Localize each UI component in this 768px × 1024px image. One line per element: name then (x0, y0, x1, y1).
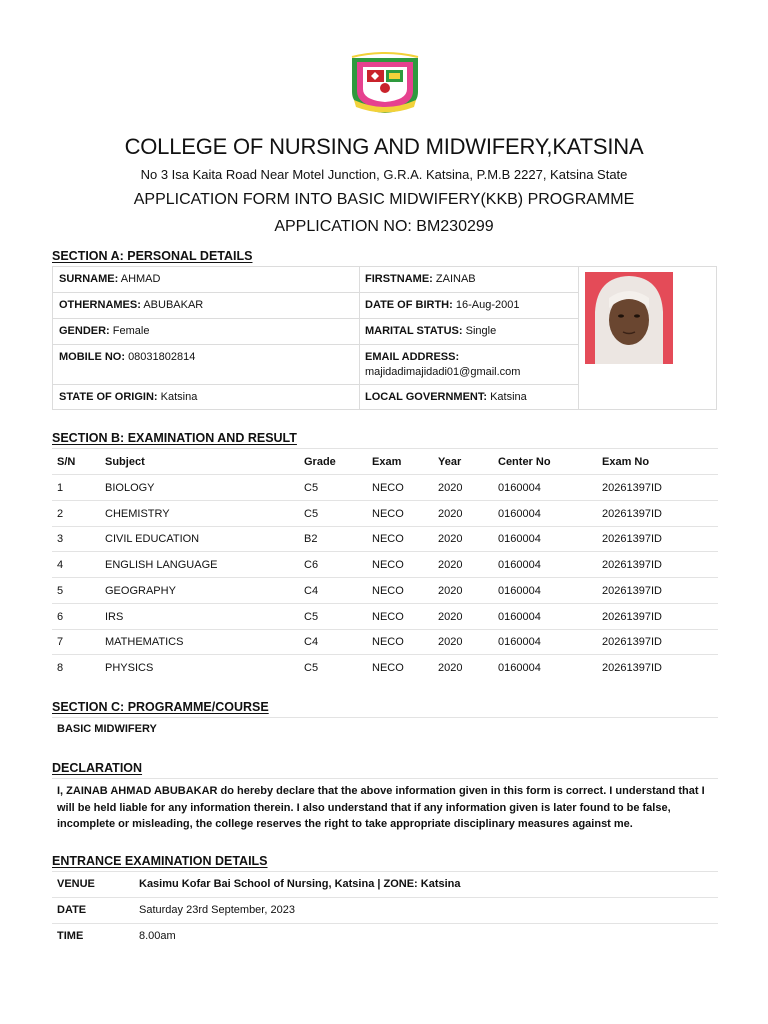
time-value: 8.00am (139, 930, 176, 942)
table-cell: 0160004 (498, 559, 541, 572)
gender-cell: GENDER: Female (53, 319, 359, 345)
table-cell: 2020 (438, 610, 463, 623)
table-cell: 0160004 (498, 507, 541, 520)
time-label: TIME (57, 930, 84, 942)
table-row (52, 552, 718, 578)
table-cell: GEOGRAPHY (105, 584, 176, 597)
state-of-origin-cell: STATE OF ORIGIN: Katsina (59, 391, 198, 403)
othernames-cell: OTHERNAMES: ABUBAKAR (53, 293, 359, 319)
table-cell: C5 (304, 507, 319, 520)
table-cell: 20261397ID (602, 584, 662, 597)
table-cell: C4 (304, 584, 319, 597)
section-c-heading: SECTION C: PROGRAMME/COURSE (52, 700, 269, 714)
table-cell: 8 (57, 661, 64, 674)
table-cell: PHYSICS (105, 661, 154, 674)
table-cell: 20261397ID (602, 533, 662, 546)
time-row (52, 924, 718, 949)
venue-value: Kasimu Kofar Bai School of Nursing, Katsina | ZONE: Katsina (139, 878, 461, 890)
table-cell: 0160004 (498, 482, 541, 494)
table-cell: 20261397ID (602, 636, 662, 649)
table-cell: NECO (372, 661, 404, 674)
date-value: Saturday 23rd September, 2023 (139, 904, 295, 916)
college-name: COLLEGE OF NURSING AND MIDWIFERY,KATSINA (124, 134, 644, 159)
column-header: Grade (304, 456, 336, 468)
table-cell: CIVIL EDUCATION (105, 533, 200, 546)
table-row (52, 526, 718, 552)
table-cell: 0160004 (498, 661, 541, 674)
table-row (52, 578, 718, 604)
table-cell: NECO (372, 636, 404, 649)
results-header-row (52, 449, 718, 475)
column-header: Year (438, 456, 462, 468)
table-cell: 20261397ID (602, 559, 662, 572)
table-cell: 7 (57, 636, 64, 649)
table-cell: B2 (304, 533, 318, 546)
table-cell: 0160004 (498, 533, 541, 546)
programme-value: BASIC MIDWIFERY (57, 723, 157, 735)
table-cell: 2020 (438, 482, 463, 494)
section-b-heading: SECTION B: EXAMINATION AND RESULT (52, 431, 297, 445)
table-cell: NECO (372, 584, 404, 597)
table-cell: 2020 (438, 559, 463, 572)
table-cell: 0160004 (498, 636, 541, 649)
table-cell: NECO (372, 482, 404, 494)
applicant-photo (585, 272, 673, 364)
table-cell: 0160004 (498, 584, 541, 597)
table-cell: 2020 (438, 636, 463, 649)
surname-cell: SURNAME: AHMAD (53, 267, 359, 293)
table-cell: MATHEMATICS (105, 636, 184, 649)
table-cell: 2020 (438, 507, 463, 520)
column-header: S/N (57, 456, 76, 468)
firstname-cell: FIRSTNAME: ZAINAB (359, 267, 578, 293)
email-cell: EMAIL ADDRESS: majidadimajidadi01@gmail.com (359, 345, 578, 385)
mobile-cell: MOBILE NO: 08031802814 (53, 345, 359, 385)
table-row (52, 501, 718, 527)
table-cell: NECO (372, 559, 404, 572)
table-cell: C5 (304, 661, 319, 674)
table-cell: NECO (372, 610, 404, 623)
table-cell: C5 (304, 610, 319, 623)
table-cell: 2020 (438, 533, 463, 546)
table-cell: IRS (105, 610, 124, 623)
table-cell: 2020 (438, 584, 463, 597)
table-cell: 3 (57, 533, 64, 546)
table-cell: NECO (372, 507, 404, 520)
table-cell: 2020 (438, 661, 463, 674)
table-cell: C5 (304, 482, 319, 494)
dob-cell: DATE OF BIRTH: 16-Aug-2001 (359, 293, 578, 319)
table-cell: BIOLOGY (105, 482, 155, 494)
table-cell: 20261397ID (602, 507, 662, 520)
column-header: Exam No (602, 456, 650, 468)
marital-status-cell: MARITAL STATUS: Single (359, 319, 578, 345)
table-row (52, 604, 718, 630)
entrance-heading: ENTRANCE EXAMINATION DETAILS (52, 854, 268, 868)
declaration-text: I, ZAINAB AHMAD ABUBAKAR do hereby declare that the above information given in this form is correct. I understand that I will be held liable for any information therein. I also understand that if any information given is later found to be false, incomplete or misleading, the college reserves the right to take appropriate disciplinary measures against me. (57, 785, 705, 830)
table-cell: 20261397ID (602, 482, 662, 494)
column-header: Exam (372, 456, 402, 468)
date-row (52, 898, 718, 924)
table-cell: C4 (304, 636, 319, 649)
table-cell: C6 (304, 559, 319, 572)
table-cell: NECO (372, 533, 404, 546)
section-a-heading: SECTION A: PERSONAL DETAILS (52, 249, 253, 263)
column-header: Center No (498, 456, 551, 468)
venue-row (52, 872, 718, 898)
college-logo (350, 52, 420, 114)
declaration-heading: DECLARATION (52, 761, 143, 775)
date-label: DATE (57, 904, 87, 916)
table-cell: 5 (57, 584, 64, 597)
table-row (52, 475, 718, 501)
venue-label: VENUE (57, 878, 95, 890)
table-row (52, 655, 718, 680)
lga-cell: LOCAL GOVERNMENT: Katsina (365, 391, 527, 403)
application-number: APPLICATION NO: BM230299 (274, 218, 494, 235)
table-cell: 6 (57, 610, 64, 623)
college-address: No 3 Isa Kaita Road Near Motel Junction, G.R.A. Katsina, P.M.B 2227, Katsina State (140, 167, 628, 182)
table-cell: 4 (57, 559, 64, 572)
table-cell: CHEMISTRY (105, 507, 170, 520)
form-title: APPLICATION FORM INTO BASIC MIDWIFERY(KKB) PROGRAMME (133, 191, 635, 208)
column-header: Subject (105, 456, 145, 468)
table-cell: 20261397ID (602, 661, 662, 674)
table-cell: 2 (57, 507, 64, 520)
table-row (52, 629, 718, 655)
personal-details-table (52, 266, 717, 410)
table-cell: ENGLISH LANGUAGE (105, 559, 218, 572)
table-cell: 20261397ID (602, 610, 662, 623)
table-cell: 1 (57, 482, 64, 494)
table-cell: 0160004 (498, 610, 541, 623)
